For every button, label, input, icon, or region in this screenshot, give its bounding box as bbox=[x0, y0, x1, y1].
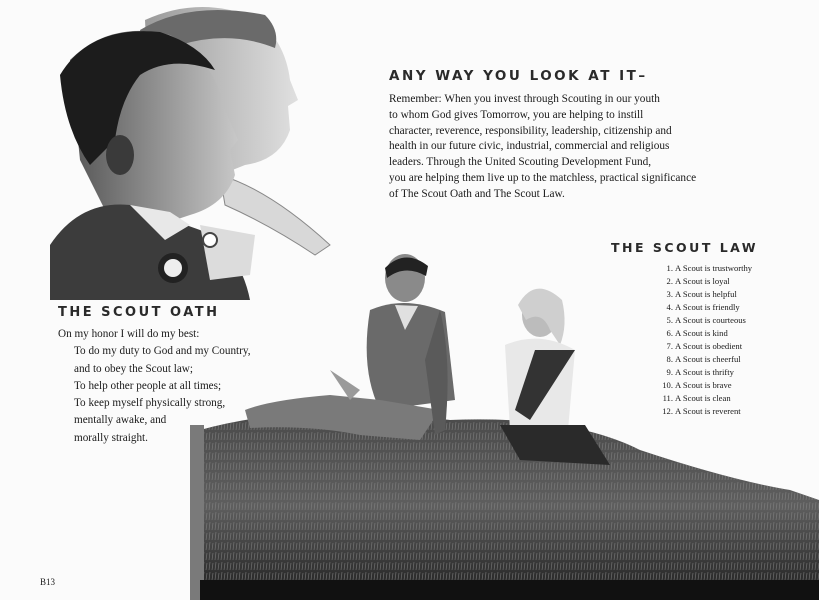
law-item-text: A Scout is clean bbox=[675, 393, 731, 403]
law-item-text: A Scout is brave bbox=[675, 380, 732, 390]
law-item-number: 10. bbox=[662, 380, 673, 390]
law-item-number: 2. bbox=[666, 276, 673, 286]
law-item-number: 6. bbox=[666, 328, 673, 338]
law-item-text: A Scout is friendly bbox=[675, 302, 740, 312]
intro-line: you are helping them live up to the matchless, practical significance bbox=[389, 171, 697, 184]
law-item-text: A Scout is trustworthy bbox=[675, 263, 753, 273]
law-item-number: 12. bbox=[662, 406, 673, 416]
scout-law-item bbox=[655, 392, 752, 405]
scout-oath-text bbox=[58, 326, 251, 447]
intro-line: character, reverence, responsibility, leadership, citizenship and bbox=[389, 124, 672, 137]
law-item-number: 5. bbox=[666, 315, 673, 325]
scout-law-item bbox=[655, 379, 752, 392]
scout-law-heading: THE SCOUT LAW bbox=[611, 240, 759, 255]
scout-law-item bbox=[655, 314, 752, 327]
oath-line: To keep myself physically strong, bbox=[74, 397, 226, 410]
scout-law-item bbox=[655, 353, 752, 366]
intro-line: leaders. Through the United Scouting Development Fund, bbox=[389, 156, 652, 169]
law-item-text: A Scout is kind bbox=[675, 328, 728, 338]
oath-line: To help other people at all times; bbox=[74, 379, 222, 392]
law-item-number: 7. bbox=[666, 341, 673, 351]
scout-law-item bbox=[655, 262, 752, 275]
oath-line: morally straight. bbox=[74, 431, 148, 444]
law-item-number: 11. bbox=[662, 393, 673, 403]
intro-line: of The Scout Oath and The Scout Law. bbox=[389, 187, 565, 200]
law-item-text: A Scout is loyal bbox=[675, 276, 730, 286]
scout-oath-heading: THE SCOUT OATH bbox=[58, 305, 220, 320]
law-item-number: 9. bbox=[666, 367, 673, 377]
law-item-text: A Scout is obedient bbox=[675, 341, 743, 351]
scout-law-item bbox=[655, 327, 752, 340]
scout-law-item bbox=[655, 340, 752, 353]
oath-line: mentally awake, and bbox=[74, 414, 167, 427]
oath-line: and to obey the Scout law; bbox=[74, 362, 193, 375]
law-item-text: A Scout is cheerful bbox=[675, 354, 741, 364]
scout-law-item bbox=[655, 301, 752, 314]
law-item-text: A Scout is reverent bbox=[675, 406, 741, 416]
scout-law-list bbox=[655, 262, 752, 418]
law-item-number: 3. bbox=[666, 289, 673, 299]
law-item-number: 8. bbox=[666, 354, 673, 364]
page-number: B13 bbox=[40, 577, 56, 587]
scout-law-item bbox=[655, 366, 752, 379]
intro-line: to whom God gives Tomorrow, you are helping to instill bbox=[389, 108, 644, 121]
oath-line: To do my duty to God and my Country, bbox=[74, 345, 251, 358]
intro-paragraph bbox=[389, 92, 739, 203]
intro-line: Remember: When you invest through Scouting in our youth bbox=[389, 93, 660, 105]
law-item-text: A Scout is thrifty bbox=[675, 367, 734, 377]
law-item-text: A Scout is courteous bbox=[675, 315, 746, 325]
law-item-number: 4. bbox=[666, 302, 673, 312]
intro-line: health in our future civic, industrial, commercial and religious bbox=[389, 140, 670, 153]
oath-line: On my honor I will do my best: bbox=[58, 328, 200, 340]
scout-law-item bbox=[655, 275, 752, 288]
intro-heading: ANY WAY YOU LOOK AT IT– bbox=[389, 68, 648, 84]
law-item-text: A Scout is helpful bbox=[675, 289, 737, 299]
scout-law-item bbox=[655, 288, 752, 301]
scout-law-item bbox=[655, 405, 752, 418]
law-item-number: 1. bbox=[666, 263, 673, 273]
